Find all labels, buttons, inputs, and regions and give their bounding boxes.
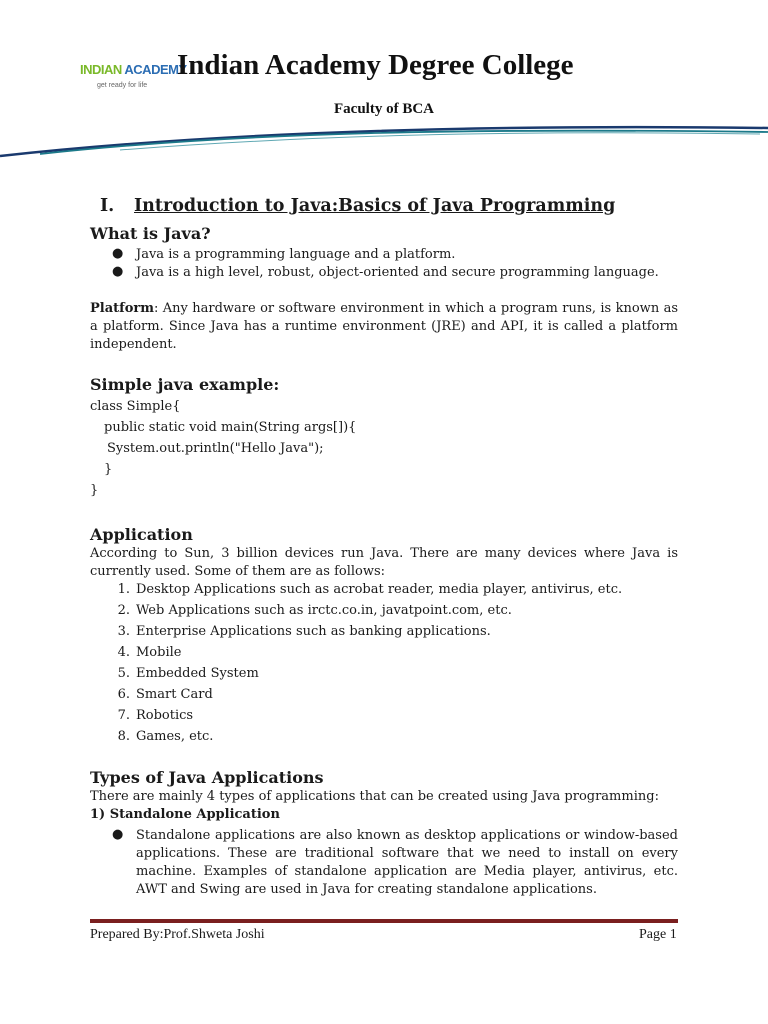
- application-item: Robotics: [136, 708, 194, 723]
- list-number: 5.: [117, 666, 130, 681]
- platform-label: Platform: [90, 301, 155, 316]
- application-item: Games, etc.: [136, 729, 214, 744]
- application-item: Enterprise Applications such as banking applications.: [136, 624, 491, 639]
- logo-tagline: get ready for life: [97, 82, 148, 89]
- example-heading: Simple java example:: [90, 375, 280, 394]
- application-heading: Application: [90, 525, 193, 544]
- application-item: Embedded System: [136, 666, 259, 681]
- application-item: Smart Card: [136, 687, 213, 702]
- faculty-label: Faculty of BCA: [334, 101, 434, 117]
- application-intro: According to Sun, 3 billion devices run Java. There are many devices where Java is currently used. Some of them are as follows:: [90, 546, 678, 579]
- section-title: Introduction to Java:Basics of Java Programming: [134, 196, 616, 216]
- what-is-java-heading: What is Java?: [90, 224, 211, 243]
- code-line: }: [104, 462, 113, 477]
- what-is-java-bullet-2: Java is a high level, robust, object-oriented and secure programming language.: [136, 265, 659, 280]
- what-is-java-bullet-1: Java is a programming language and a platform.: [136, 247, 456, 262]
- list-number: 2.: [117, 603, 130, 618]
- standalone-description: Standalone applications are also known as desktop applications or window-based applications. These are traditional software that we need to install on every machine. Examples of standalone application are Media player, antivirus, etc. AWT and Swing are used in Java for creating standalone applications.: [136, 828, 678, 897]
- bullet-icon: ●: [112, 246, 124, 261]
- code-line: class Simple{: [90, 399, 181, 414]
- logo-wordmark: [80, 62, 187, 77]
- footer-author: Prepared By:Prof.Shweta Joshi: [90, 927, 265, 942]
- section-number: I.: [100, 196, 115, 216]
- footer-rule: [90, 919, 678, 923]
- standalone-subheading: 1) Standalone Application: [90, 807, 280, 822]
- list-number: 3.: [117, 624, 130, 639]
- code-line: public static void main(String args[]){: [104, 420, 357, 435]
- college-name: Indian Academy Degree College: [177, 49, 574, 81]
- platform-paragraph: [90, 300, 678, 354]
- logo-word-a: INDIAN: [80, 62, 125, 77]
- types-intro: There are mainly 4 types of applications that can be created using Java programming:: [90, 789, 659, 804]
- code-line: System.out.println("Hello Java");: [107, 441, 324, 456]
- application-item: Web Applications such as irctc.co.in, javatpoint.com, etc.: [136, 603, 512, 618]
- list-number: 4.: [117, 645, 130, 660]
- logo-word-b: ACADEMY: [124, 62, 187, 77]
- list-number: 1.: [117, 582, 130, 597]
- section-heading: [100, 196, 615, 216]
- application-item: Mobile: [136, 645, 182, 660]
- list-number: 6.: [117, 687, 130, 702]
- list-number: 8.: [117, 729, 130, 744]
- list-number: 7.: [117, 708, 130, 723]
- code-line: }: [90, 483, 99, 498]
- header-swoosh-divider: [0, 118, 768, 163]
- application-item: Desktop Applications such as acrobat reader, media player, antivirus, etc.: [136, 582, 623, 597]
- types-heading: Types of Java Applications: [90, 768, 324, 787]
- bullet-icon: ●: [112, 264, 124, 279]
- platform-text: : Any hardware or software environment in which a program runs, is known as a platform. Since Java has a runtime environment (JRE) and API, it is called a platform independent.: [90, 301, 678, 352]
- bullet-icon: ●: [112, 827, 124, 842]
- footer-page-number: Page 1: [639, 927, 677, 942]
